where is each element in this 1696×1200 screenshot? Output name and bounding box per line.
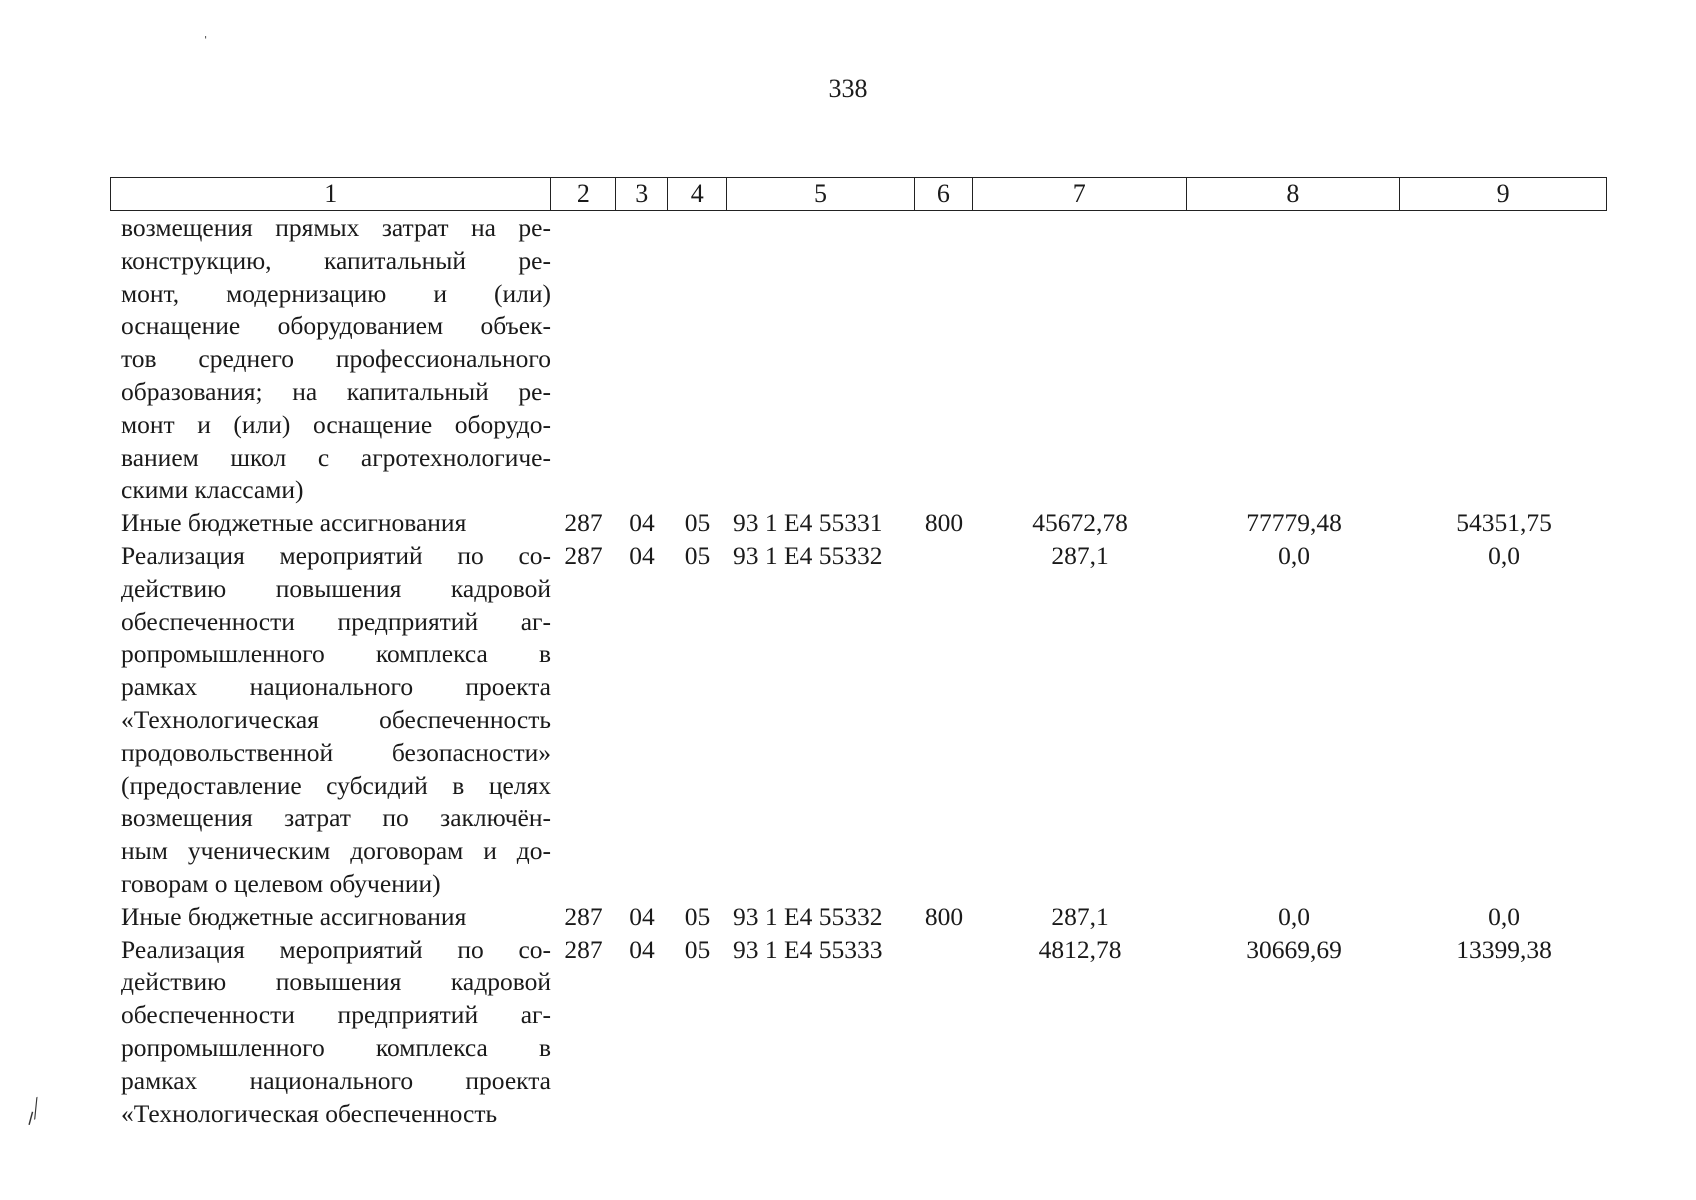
cell-amount-col8: 30669,69 [1246, 934, 1342, 964]
cell-code-subsection: 05 [684, 540, 711, 570]
table-body [110, 212, 1607, 1130]
handwritten-scribble-mark: ⸝⁄ [14, 1094, 46, 1131]
description-line: ным ученическим договорам и до- [121, 836, 551, 866]
cell-code-target: 93 1 Е4 55331 [733, 508, 883, 538]
cell-amount-col9: 13399,38 [1456, 934, 1552, 964]
cell-code-section: 04 [629, 540, 655, 570]
row-description [110, 901, 551, 934]
cell-amount-col7: 287,1 [1051, 540, 1109, 570]
row-description [110, 540, 551, 901]
cell-amount-col7: 287,1 [1051, 901, 1109, 931]
cell-code-subsection: 05 [684, 934, 711, 964]
header-col-8: 8 [1187, 178, 1401, 210]
description-line: Иные бюджетные ассигнования [121, 508, 467, 538]
description-line: Реализация мероприятий по со- [121, 540, 551, 570]
description-line: ропромышленного комплекса в [121, 639, 551, 669]
cell-code-subsection: 05 [684, 901, 711, 931]
table-row [110, 901, 1607, 934]
description-line: «Технологическая обеспеченность [121, 704, 551, 734]
cell-amount-col9: 0,0 [1488, 540, 1520, 570]
header-col-4: 4 [668, 178, 727, 210]
cell-code-admin: 287 [564, 540, 603, 570]
header-col-3: 3 [616, 178, 668, 210]
description-line: образования; на капитальный ре- [121, 376, 551, 406]
description-line: тов среднего профессионального [121, 344, 551, 374]
cell-code-expense-type [915, 934, 973, 1131]
cell-amount-col7: 45672,78 [1032, 508, 1128, 538]
header-col-9: 9 [1496, 179, 1510, 208]
header-col-1: 1 [111, 178, 551, 210]
description-line: скими классами) [121, 475, 304, 505]
cell-code-target: 93 1 Е4 55332 [733, 901, 883, 931]
description-line: Реализация мероприятий по со- [121, 934, 551, 964]
description-line: Иные бюджетные ассигнования [121, 901, 467, 931]
cell-code-target: 93 1 Е4 55332 [733, 540, 883, 570]
stray-tick-mark: ˌ [203, 22, 209, 39]
cell-code-section: 04 [629, 508, 655, 538]
description-line: говорам о целевом обучении) [121, 868, 441, 898]
cell-code-subsection: 05 [684, 508, 711, 538]
description-line: возмещения затрат по заключён- [121, 803, 551, 833]
cell-amount-col8 [1187, 212, 1401, 507]
description-line: действию повышения кадровой [121, 573, 551, 603]
description-line: рамках национального проекта [121, 1065, 551, 1095]
cell-code-admin: 287 [564, 934, 603, 964]
table-row [110, 934, 1607, 1131]
header-col-7: 7 [973, 178, 1187, 210]
cell-amount-col9: 0,0 [1488, 901, 1520, 931]
description-line: ванием школ с агротехнологиче- [121, 442, 551, 472]
description-line: обеспеченности предприятий аг- [121, 1000, 551, 1030]
row-description [110, 212, 551, 507]
cell-code-admin: 287 [564, 508, 603, 538]
table-row [110, 507, 1607, 540]
row-description [110, 934, 551, 1131]
cell-amount-col7 [973, 212, 1187, 507]
cell-code-admin: 287 [564, 901, 603, 931]
description-line: ропромышленного комплекса в [121, 1032, 551, 1062]
cell-code-target: 93 1 Е4 55333 [733, 934, 883, 964]
cell-code-subsection [668, 212, 727, 507]
cell-code-section: 04 [629, 901, 655, 931]
description-line: «Технологическая обеспеченность [121, 1098, 498, 1128]
header-col-6: 6 [915, 178, 973, 210]
cell-amount-col8: 0,0 [1278, 540, 1310, 570]
cell-code-target [727, 212, 915, 507]
cell-amount-col8: 77779,48 [1246, 508, 1342, 538]
description-line: монт, модернизацию и (или) [121, 278, 551, 308]
cell-amount-col8: 0,0 [1278, 901, 1310, 931]
cell-code-expense-type [915, 212, 973, 507]
cell-code-expense-type [915, 540, 973, 901]
description-line: монт и (или) оснащение оборудо- [121, 409, 551, 439]
page-number: 338 [828, 74, 868, 103]
cell-code-expense-type: 800 [924, 901, 964, 931]
header-col-5: 5 [727, 178, 915, 210]
cell-code-admin [551, 212, 616, 507]
description-line: действию повышения кадровой [121, 967, 551, 997]
description-line: конструкцию, капитальный ре- [121, 245, 551, 275]
description-line: обеспеченности предприятий аг- [121, 606, 551, 636]
description-line: рамках национального проекта [121, 672, 551, 702]
description-line: продовольственной безопасности» [121, 737, 551, 767]
cell-code-section: 04 [629, 934, 655, 964]
cell-amount-col9 [1401, 212, 1607, 507]
row-description [110, 507, 551, 540]
cell-amount-col7: 4812,78 [1038, 934, 1122, 964]
description-line: оснащение оборудованием объек- [121, 311, 551, 341]
table-row [110, 540, 1607, 901]
cell-code-section [616, 212, 668, 507]
cell-code-expense-type: 800 [924, 508, 964, 538]
description-line: (предоставление субсидий в целях [121, 770, 551, 800]
table-header-row [110, 177, 1607, 211]
table-row [110, 212, 1607, 507]
description-line: возмещения прямых затрат на ре- [121, 213, 551, 242]
cell-amount-col9: 54351,75 [1456, 508, 1552, 538]
header-col-2: 2 [551, 178, 616, 210]
